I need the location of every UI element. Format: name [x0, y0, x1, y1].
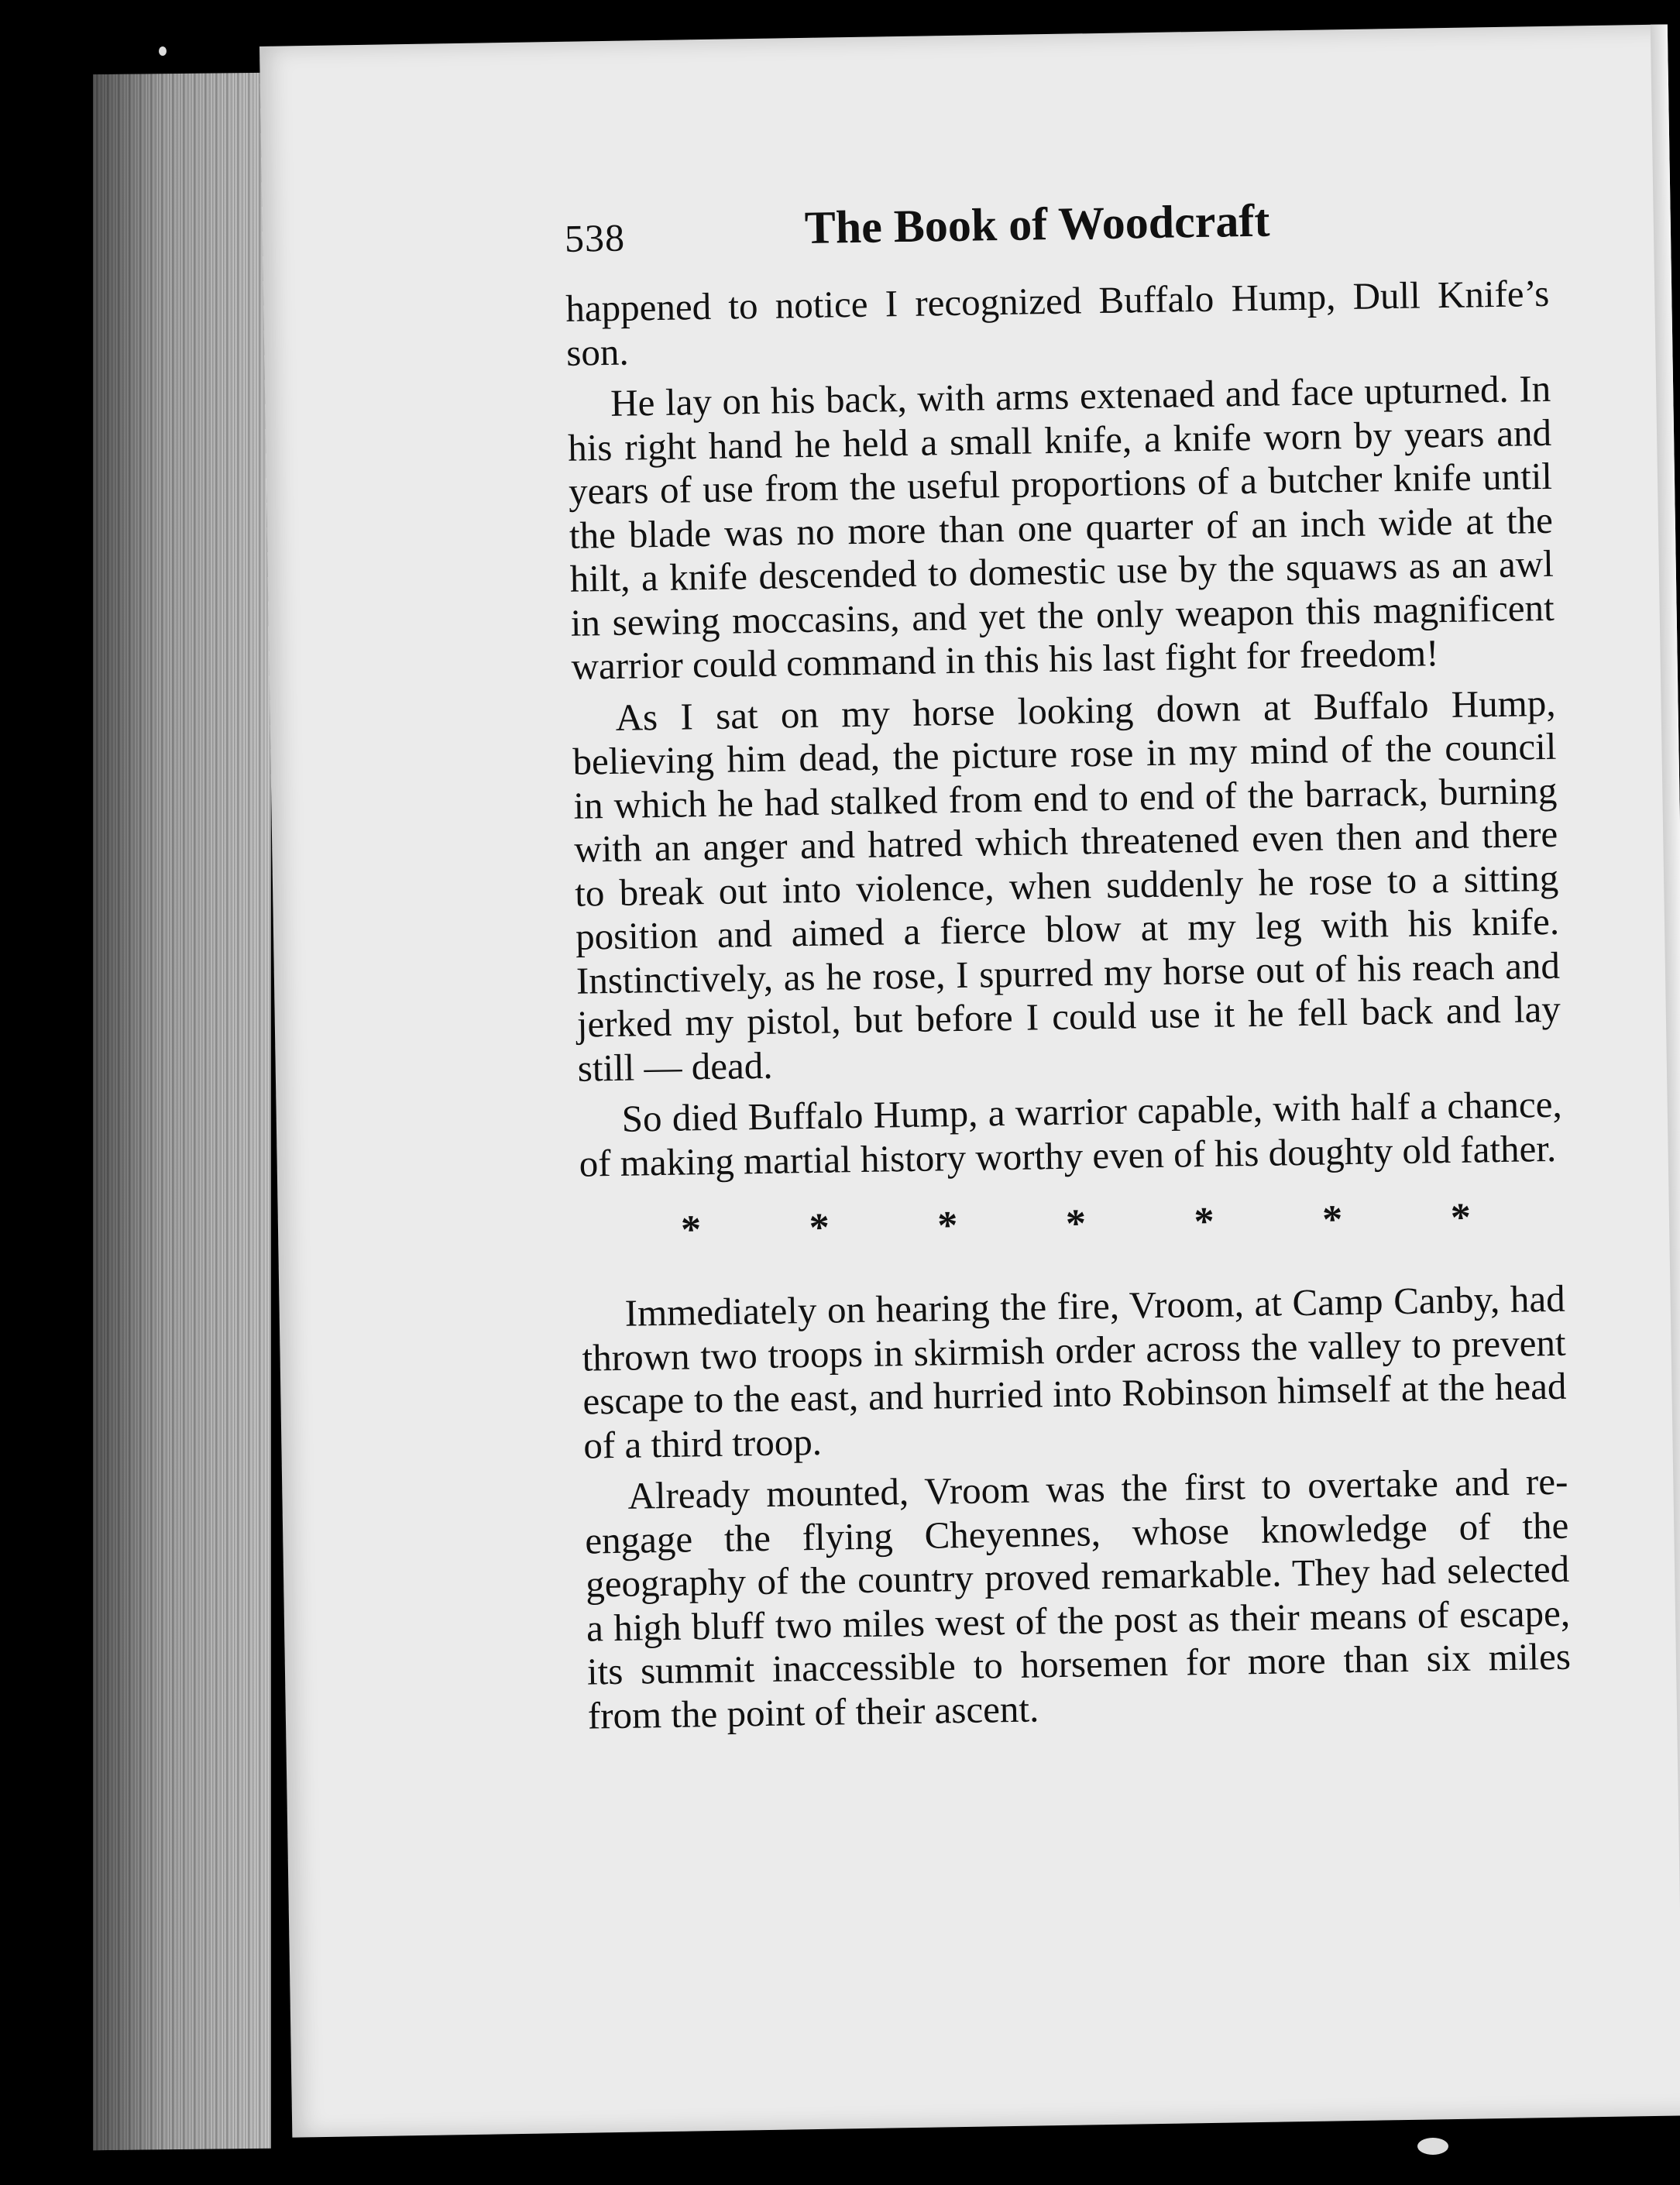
separator-asterisk: *: [936, 1204, 958, 1249]
separator-asterisk: *: [809, 1205, 830, 1251]
page-number: 538: [564, 215, 626, 260]
separator-asterisk: *: [1194, 1199, 1215, 1245]
separator-asterisk: *: [680, 1208, 702, 1252]
page-right-edge: [1651, 24, 1680, 2115]
book-title: The Book of Woodcraft: [804, 194, 1270, 253]
book-page: [259, 24, 1680, 2137]
page-content: [564, 185, 1572, 1746]
paragraph-buffalo-hump-rises: As I sat on my horse looking down at Buffalo Hump, believing him dead, the picture rose in my mind of the council in which he had stalked from end to end of the barrack, burning with an anger and hatred which threatened even then and there to break out into violence, when suddenly he rose to a sitting position and aimed a fierce blow at my leg with his knife. Instinctively, as he rose, I spurred my horse out of his reach and jerked my pistol, but before I could use it he fell back and lay still — dead.: [572, 681, 1561, 1090]
separator-asterisk: *: [1065, 1201, 1087, 1246]
page-edges-shadow: [93, 73, 271, 2150]
scan-speck: [159, 46, 167, 56]
paragraph-so-died: So died Buffalo Hump, a warrior capable, with half a chance, of making martial history worthy even of his doughty old father.: [579, 1082, 1563, 1185]
paragraph-continued: happened to notice I recognized Buffalo Hump, Dull Knife’s son.: [565, 271, 1550, 374]
scan-speck: [1417, 2138, 1448, 2155]
section-separator: [681, 1195, 1472, 1254]
paragraph-knife: He lay on his back, with arms extenaed and face upturned. In his right hand he held a small knife, a knife worn by years and years of use from the useful proportions of a butcher knife until the blade was no more than one quarter of an inch wide at the hilt, a knife descended to domestic use by the squaws as an awl in sewing moccasins, and yet the only weapon this magnificent warrior could command in this his last fight for freedom!: [567, 366, 1555, 688]
running-head: [564, 185, 1548, 270]
paragraph-already-mounted: Already mounted, Vroom was the first to overtake and re-engage the flying Cheyennes, whose knowledge of the geography of the country proved remarkable. They had selected a high bluff two miles west of the post as their means of escape, its summit inaccessible to horsemen for more than six miles from the point of their ascent.: [584, 1459, 1572, 1737]
paragraph-vroom-camp-canby: Immediately on hearing the fire, Vroom, at Camp Canby, had thrown two troops in skirmish order across the valley to prevent escape to the east, and hurried into Robinson himself at the head of a third troop.: [582, 1276, 1567, 1467]
separator-asterisk: *: [1450, 1195, 1472, 1241]
separator-asterisk: *: [1321, 1197, 1343, 1242]
